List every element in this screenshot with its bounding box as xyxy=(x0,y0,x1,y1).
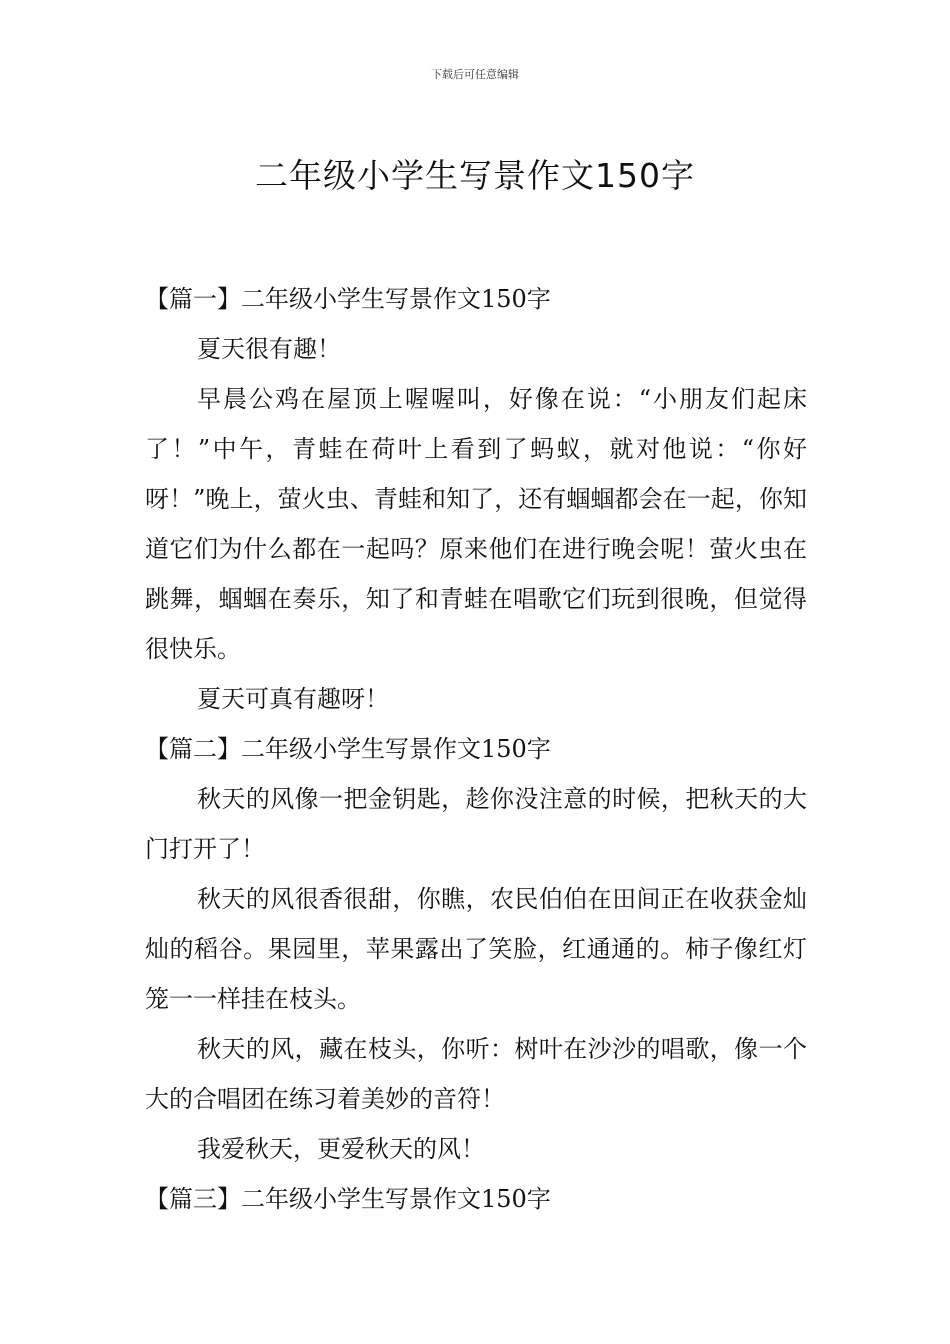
paragraph: 早晨公鸡在屋顶上喔喔叫，好像在说：“小朋友们起床了！”中午，青蛙在荷叶上看到了蚂蚁，就对他说：“你好呀！”晚上，萤火虫、青蛙和知了，还有蝈蝈都会在一起，你知道它们为什么都在一起吗？原来他们在进行晚会呢！萤火虫在跳舞，蝈蝈在奏乐，知了和青蛙在唱歌它们玩到很晚，但觉得很快乐。 xyxy=(145,385,807,663)
paragraph: 秋天的风，藏在枝头，你听：树叶在沙沙的唱歌，像一个大的合唱团在练习着美妙的音符！ xyxy=(145,1035,807,1113)
header-note: 下载后可任意编辑 xyxy=(431,68,519,81)
section-heading-2: 【篇二】二年级小学生写景作文150字 xyxy=(145,735,551,763)
paragraph: 我爱秋天，更爱秋天的风！ xyxy=(197,1135,485,1163)
paragraph: 夏天可真有趣呀！ xyxy=(197,685,389,713)
section-heading-3: 【篇三】二年级小学生写景作文150字 xyxy=(145,1185,551,1213)
paragraph: 秋天的风很香很甜，你瞧，农民伯伯在田间正在收获金灿灿的稻谷。果园里，苹果露出了笑脸，红通通的。柿子像红灯笼一一样挂在枝头。 xyxy=(145,885,807,1013)
section-heading-1: 【篇一】二年级小学生写景作文150字 xyxy=(145,285,551,313)
paragraph: 夏天很有趣！ xyxy=(197,335,341,363)
paragraph: 秋天的风像一把金钥匙，趁你没注意的时候，把秋天的大门打开了！ xyxy=(145,785,807,863)
document-body xyxy=(145,274,807,1224)
document-title: 二年级小学生写景作文150字 xyxy=(255,156,695,196)
